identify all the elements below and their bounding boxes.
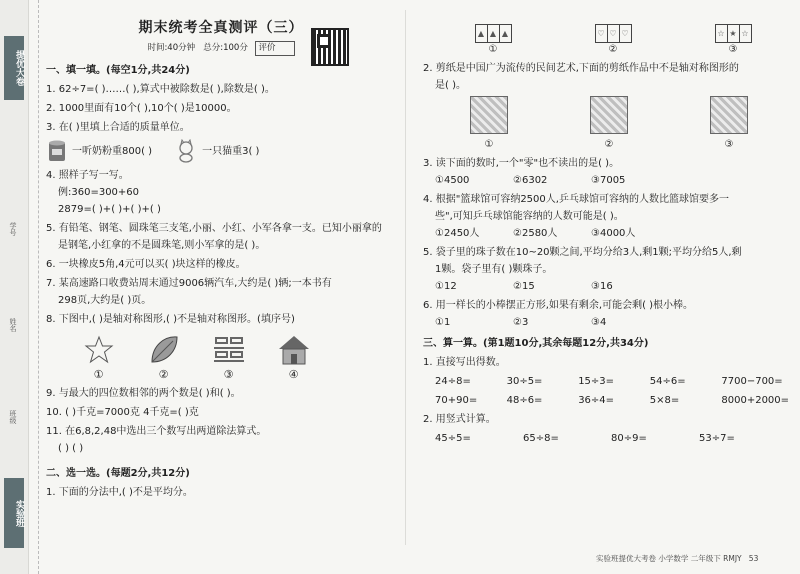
binding-spine — [0, 0, 29, 574]
question-1-7-line2: 298页,大约是( )页。 — [58, 295, 152, 306]
triangle-tiles — [475, 24, 512, 43]
option: ③4000人 — [591, 228, 636, 239]
heart-tiles — [595, 24, 632, 43]
qr-code — [311, 28, 349, 66]
question-3-2: 2. 用竖式计算。 — [423, 414, 496, 425]
question-1-5-line1: 5. 有铅笔、钢笔、圆珠笔三支笔,小丽、小红、小军各拿一支。已知小丽拿的 — [46, 223, 382, 234]
total-score: 总分:100分 — [203, 43, 248, 53]
question-1-6: 6. 一块橡皮5角,4元可以买( )块这样的橡皮。 — [46, 259, 246, 270]
leaf-figure — [148, 334, 180, 366]
question-2-1: 1. 下面的分法中,( )不是平均分。 — [46, 487, 193, 498]
calc-row-3 — [435, 432, 793, 445]
page-number: 53 — [748, 554, 759, 563]
calc-item: 45÷5= — [435, 433, 471, 444]
option-stars — [673, 24, 793, 56]
calc-item: 15÷3= — [578, 376, 615, 387]
question-3-1: 1. 直接写出得数。 — [423, 357, 506, 368]
question-1-9: 9. 与最大的四位数相邻的两个数是( )和( )。 — [46, 388, 241, 399]
star-icon — [84, 335, 114, 365]
column-divider — [405, 10, 406, 545]
figure-number: ① — [93, 368, 104, 381]
figure-number: ② — [158, 368, 169, 381]
q8-figures — [66, 334, 326, 366]
papercut-2 — [549, 96, 669, 151]
calc-item: 36÷4= — [578, 395, 615, 406]
question-2-5-options — [435, 280, 793, 293]
option-number: ① — [488, 44, 498, 55]
question-2-4-line1: 4. 根据"篮球馆可容纳2500人,乒乓球馆可容纳的人数比篮球馆要多一 — [423, 194, 729, 205]
star-icon: ☆ — [741, 29, 749, 38]
spine-label-class: 班级 — [9, 410, 17, 424]
question-1-5-line2: 是钢笔,小红拿的不是圆珠笔,则小军拿的是( )。 — [58, 240, 266, 251]
left-column — [46, 20, 396, 499]
option: ③4 — [591, 317, 607, 328]
question-2-2-line2: 是( )。 — [435, 80, 466, 91]
question-1-3: 3. 在( )里填上合适的质量单位。 — [46, 122, 190, 133]
q8-figure-numbers — [66, 368, 326, 381]
section-3-heading: 三、算一算。(第1题10分,其余每题12分,共34分) — [423, 338, 649, 349]
option: ②2580人 — [513, 228, 558, 239]
heart-icon: ♡ — [621, 29, 629, 38]
calc-item: 5×8= — [649, 395, 680, 406]
option: ③7005 — [591, 175, 626, 186]
question-1-4-example: 例:360=300+60 — [58, 187, 140, 198]
cat-icon — [174, 139, 198, 163]
calc-row-1 — [435, 375, 793, 388]
option-number: ① — [484, 139, 494, 150]
heart-icon: ♡ — [608, 25, 620, 42]
question-1-7-line1: 7. 某高速路口收费站周末通过9006辆汽车,大约是( )辆;一本书有 — [46, 278, 332, 289]
figure-number: ③ — [223, 368, 234, 381]
option-triangles — [433, 24, 553, 56]
calc-item: 8000+2000= — [721, 395, 790, 406]
option-number: ② — [604, 139, 614, 150]
question-2-6-options — [435, 316, 793, 329]
section-2-heading: 二、选一选。(每题2分,共12分) — [46, 468, 190, 479]
option: ①4500 — [435, 175, 470, 186]
option-number: ② — [608, 44, 618, 55]
triangle-icon: ▲ — [476, 25, 488, 42]
double-happiness-figure — [213, 334, 245, 366]
question-2-4-options — [435, 227, 793, 240]
question-2-5-line1: 5. 袋子里的珠子数在10~20颗之间,平均分给3人,剩1颗;平均分给5人,剩 — [423, 247, 742, 258]
papercut-options — [429, 96, 793, 151]
calc-row-2 — [435, 394, 793, 407]
option: ①1 — [435, 317, 451, 328]
question-1-10: 10. ( )千克=7000克 4千克=( )克 — [46, 407, 199, 418]
calc-item: 24÷8= — [435, 376, 471, 387]
star-icon: ☆ — [716, 25, 728, 42]
question-1-4: 4. 照样子写一写。 — [46, 170, 129, 181]
papercut-image-icon — [590, 96, 628, 134]
double-happiness-icon — [213, 334, 245, 366]
calc-item: 30÷5= — [506, 376, 543, 387]
footer-text: 实验班提优大考卷 小学数学 二年级下 RMJY — [596, 554, 742, 563]
star-figure — [83, 334, 115, 366]
question-2-5-line2: 1颗。袋子里有( )颗珠子。 — [435, 264, 553, 275]
question-1-11-blanks: ( ) ( ) — [58, 443, 84, 454]
papercut-image-icon — [710, 96, 748, 134]
grade-box[interactable] — [255, 41, 295, 56]
spine-label-number: 学号 — [9, 222, 17, 236]
question-1-3-items — [46, 139, 396, 163]
page-title: 期末统考全真测评（三） — [138, 20, 304, 36]
option: ①12 — [435, 281, 457, 292]
right-column — [423, 20, 793, 445]
calc-item: 48÷6= — [506, 395, 543, 406]
calc-item: 80÷9= — [611, 433, 647, 444]
calc-item: 65÷8= — [523, 433, 559, 444]
question-2-2-line1: 2. 剪纸是中国广为流传的民间艺术,下面的剪纸作品中不是轴对称图形的 — [423, 63, 739, 74]
house-icon — [278, 334, 310, 366]
calc-item: 54÷6= — [649, 376, 686, 387]
brand-label-bottom: 实验班 — [4, 478, 24, 548]
question-2-6: 6. 用一样长的小棒摆正方形,如果有剩余,可能会剩( )根小棒。 — [423, 300, 694, 311]
option-number: ③ — [728, 44, 738, 55]
calc-item: 7700−700= — [721, 376, 783, 387]
option: ②15 — [513, 281, 535, 292]
heart-icon: ♡ — [596, 25, 608, 42]
triangle-icon: ▲ — [501, 29, 509, 38]
question-2-3-options — [435, 174, 793, 187]
option-hearts — [553, 24, 673, 56]
option: ③16 — [591, 281, 613, 292]
cat-weight: 一只猫重3( ) — [202, 145, 260, 157]
time-limit: 时间:40分钟 — [147, 43, 196, 53]
milk-powder-weight: 一听奶粉重800( ) — [72, 145, 153, 157]
calc-item: 53÷7= — [699, 433, 735, 444]
question-2-3: 3. 读下面的数时,一个"零"也不读出的是( )。 — [423, 158, 620, 169]
question-1-1: 1. 62÷7=( )……( ),算式中被除数是( ),除数是( )。 — [46, 84, 275, 95]
papercut-1 — [429, 96, 549, 151]
page-footer — [596, 553, 758, 564]
option: ②3 — [513, 317, 529, 328]
question-1-2: 2. 1000里面有10个( ),10个( )是10000。 — [46, 103, 237, 114]
calc-item: 70+90= — [435, 395, 478, 406]
papercut-3 — [669, 96, 789, 151]
option: ①2450人 — [435, 228, 480, 239]
house-figure — [278, 334, 310, 366]
cut-line — [38, 0, 40, 574]
milk-can-icon — [46, 139, 68, 163]
leaf-icon — [148, 334, 180, 366]
spine-label-name: 姓名 — [9, 318, 17, 332]
question-1-8: 8. 下图中,( )是轴对称图形,( )不是轴对称图形。(填序号) — [46, 314, 295, 325]
triangle-icon: ▲ — [488, 25, 500, 42]
papercut-image-icon — [470, 96, 508, 134]
question-2-4-line2: 些",可知乒乓球馆能容纳的人数可能是( )。 — [435, 211, 624, 222]
figure-number: ④ — [288, 368, 299, 381]
question-1-4-blank: 2879=( )+( )+( )+( ) — [58, 204, 161, 215]
brand-label-top: 提优大卷 — [4, 36, 24, 100]
section-1-heading: 一、填一填。(每空1分,共24分) — [46, 65, 190, 76]
question-1-11: 11. 在6,8,2,48中选出三个数写出两道除法算式。 — [46, 426, 267, 437]
star-tiles — [715, 24, 752, 43]
grade-label: 评价 — [258, 43, 276, 53]
option-number: ③ — [724, 139, 734, 150]
option: ②6302 — [513, 175, 548, 186]
q2-1-options — [433, 24, 793, 56]
star-icon: ★ — [728, 25, 740, 42]
